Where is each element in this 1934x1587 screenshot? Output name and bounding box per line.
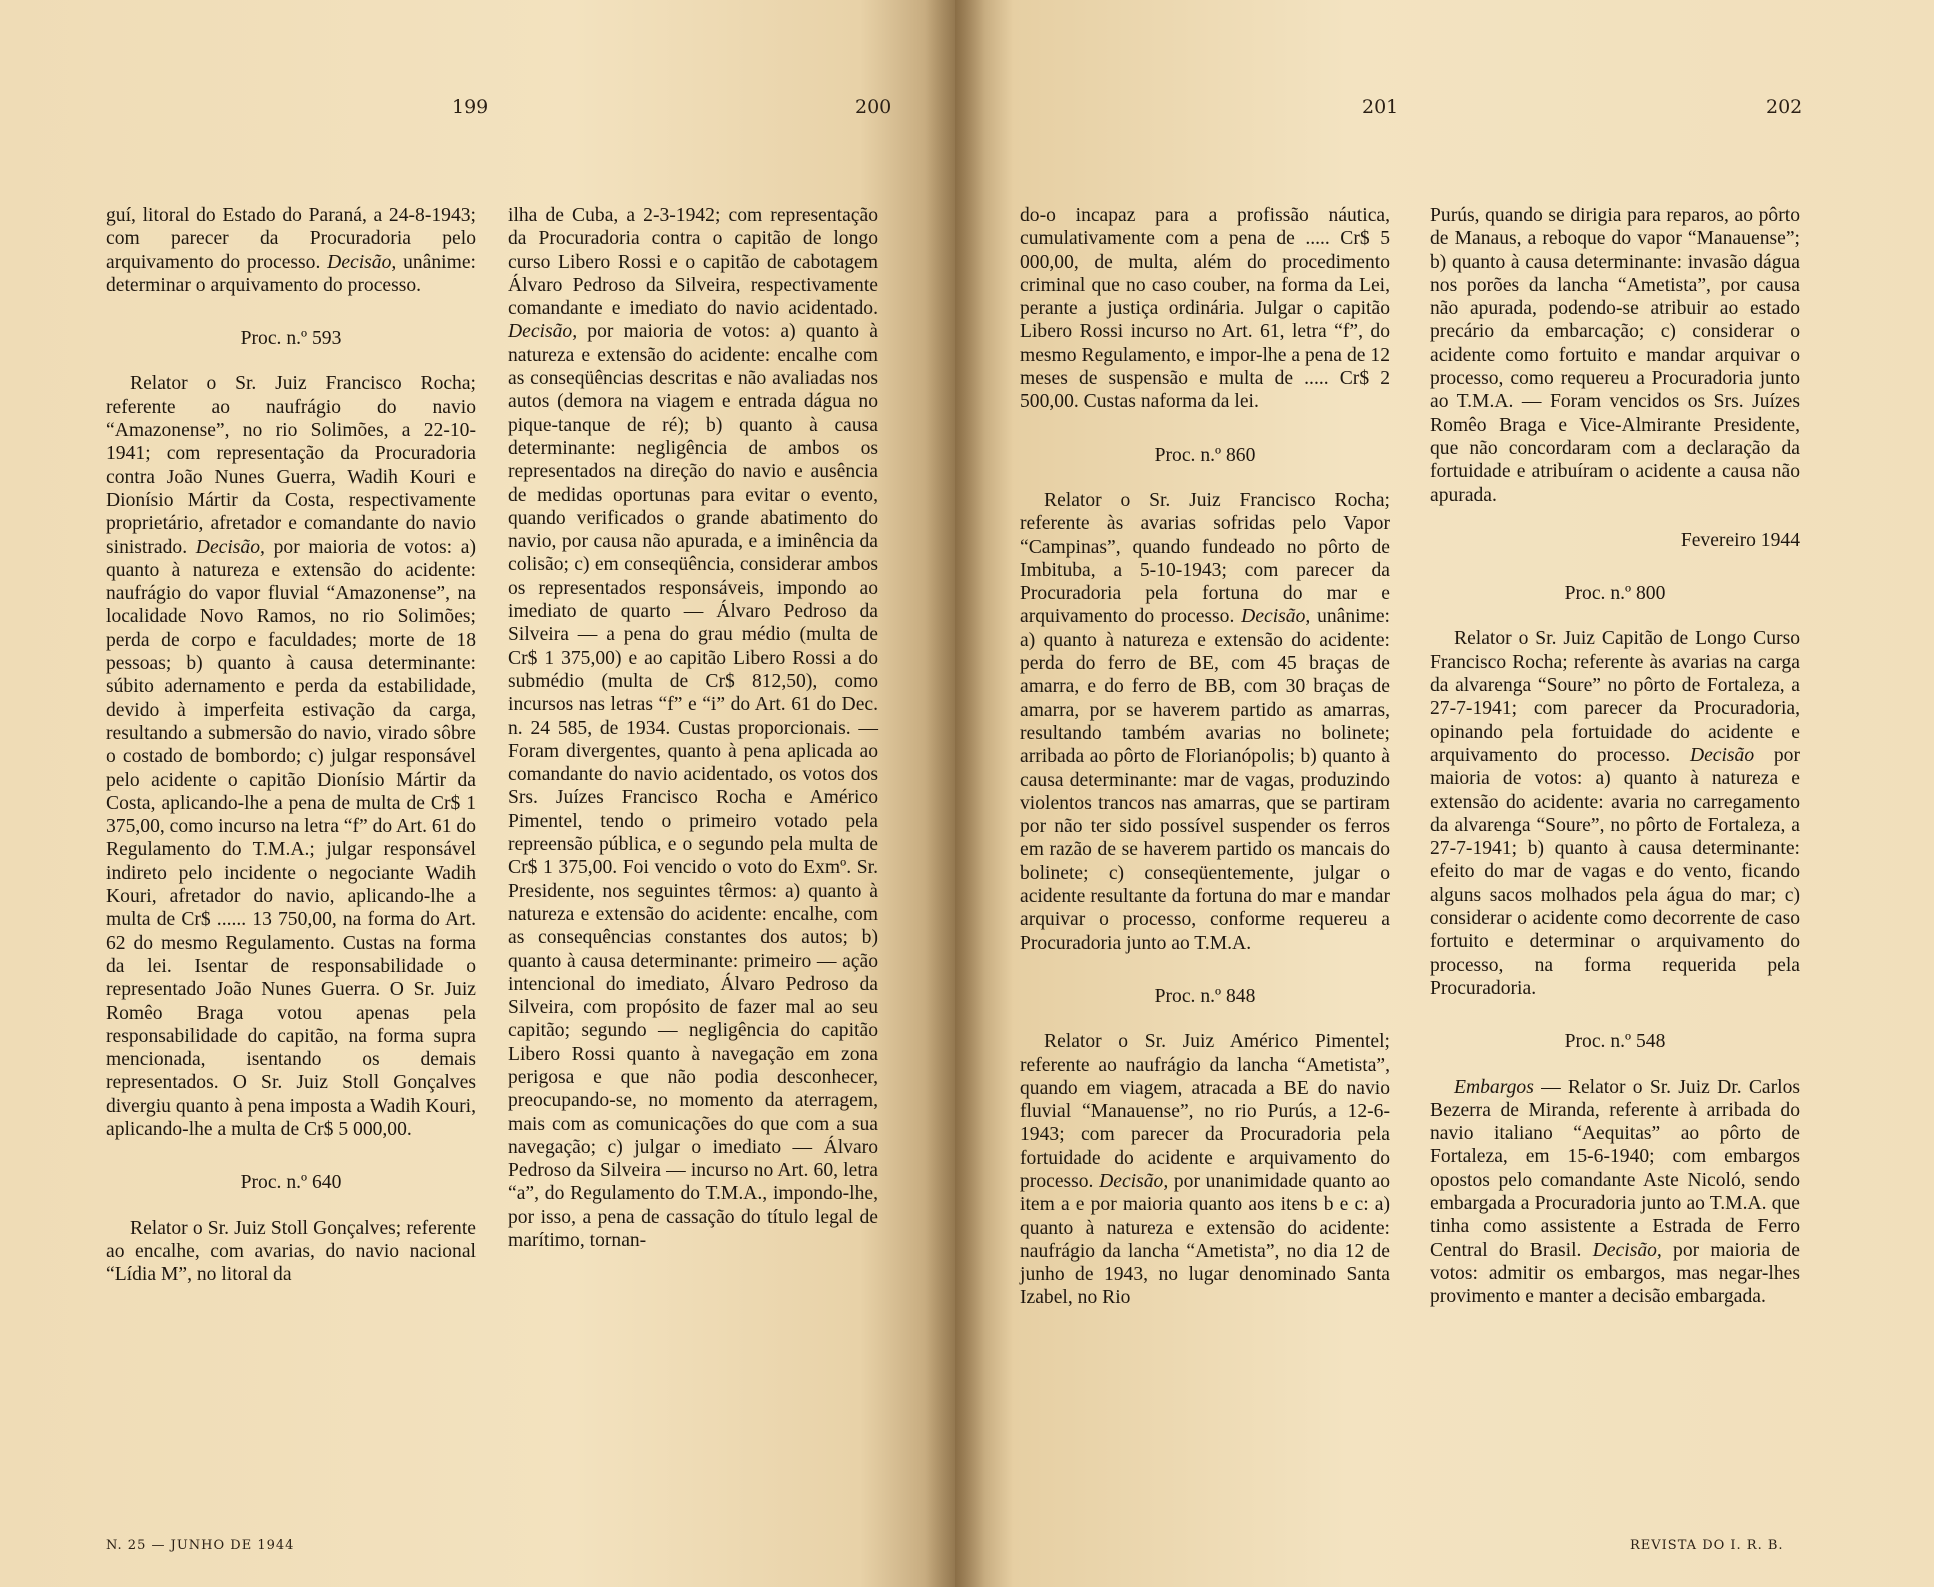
page-number-201: 201: [1362, 96, 1399, 118]
paragraph: Embargos — Relator o Sr. Juiz Dr. Carlos Bezerra de Miranda, referente à arribada do navio italiano “Aequitas” ao pôrto de Fortaleza, em 15-6-1940; com embargos opostos pelo comandante Aste Nicoló, sendo embargada a Procuradoria junto ao T.M.A. que tinha como assistente a Estrada de Ferro Central do Brasil. Decisão, por maioria de votos: admitir os embargos, mas negar-lhes provimento e manter a decisão embargada.: [1430, 1076, 1800, 1308]
section-heading: Proc. n.º 800: [1564, 583, 1666, 605]
paragraph: Relator o Sr. Juiz Francisco Rocha; referente ao naufrágio do navio “Amazonense”, no rio Solimões, a 22-10-1941; com representação da Procuradoria contra João Nunes Guerra, Wadih Kouri e Dionísio Mártir da Costa, respectivamente proprietário, afretador e comandante do navio sinistrado. Decisão, por maioria de votos: a) quanto à natureza e extensão do acidente: naufrágio do vapor fluvial “Amazonense”, na localidade Novo Ramos, no rio Solimões; perda de corpo e faculdades; morte de 18 pessoas; b) quanto à causa determinante: súbito adernamento e perda da estabilidade, devido à imperfeita estivação da carga, resultando a submersão do navio, virado sôbre o costado de bombordo; c) julgar responsável pelo acidente o capitão Dionísio Mártir da Costa, aplicando-lhe a pena de multa de Cr$ 1 375,00, como incurso na letra “f” do Art. 61 do Regulamento do T.M.A.; julgar responsável indireto pelo incidente o negociante Wadih Kouri, afretador do navio, aplicando-lhe a multa de Cr$ ...... 13 750,00, na forma do Art. 62 do mesmo Regulamento. Custas na forma da lei. Isentar de responsabilidade o representado João Nunes Guerra. O Sr. Juiz Romêo Braga votou apenas pela responsabilidade do capitão, na forma supra mencionada, isentando os demais representados. O Sr. Juiz Stoll Gonçalves divergiu quanto à pena imposta a Wadih Kouri, aplicando-lhe a multa de Cr$ 5 000,00.: [106, 373, 477, 1140]
page-number-199: 199: [452, 96, 489, 118]
date-heading: Fevereiro 1944: [1680, 529, 1800, 551]
footer-issue: N. 25 — JUNHO DE 1944: [106, 1538, 295, 1553]
paragraph: Relator o Sr. Juiz Francisco Rocha; referente às avarias sofridas pelo Vapor “Campinas”, quando fundeado no pôrto de Imbituba, a 5-10-1943; com parecer da Procuradoria pela fortuna do mar e arquivamento do processo. Decisão, unânime: a) quanto à natureza e extensão do acidente: perda do ferro de BE, com 45 braças de amarra, e do ferro de BB, com 30 braças de amarra, por se haverem partido as amarras, resultando também avarias no bolinete; arribada ao pôrto de Florianópolis; b) quanto à causa determinante: mar de vagas, produzindo violentos trancos nas amarras, que se partiram por não ter sido possível suspender os ferros em razão de se haverem partido os mancais do bolinete; c) conseqüentemente, julgar o acidente resultante da fortuna do mar e mandar arquivar o processo, conforme requereu a Procuradoria junto ao T.M.A.: [1020, 489, 1390, 954]
section-heading: Proc. n.º 848: [1154, 985, 1256, 1007]
section-heading: Proc. n.º 593: [240, 328, 342, 350]
page-number-202: 202: [1766, 96, 1803, 118]
section-heading: Proc. n.º 548: [1564, 1031, 1666, 1053]
section-heading: Proc. n.º 860: [1154, 444, 1256, 466]
paragraph: Relator o Sr. Juiz Stoll Gonçalves; referente ao encalhe, com avarias, do navio nacional “Lídia M”, no litoral da: [106, 1217, 476, 1286]
gutter-shadow: [925, 0, 985, 1587]
paragraph: Purús, quando se dirigia para reparos, ao pôrto de Manaus, a reboque do vapor “Manauense”; b) quanto à causa determinante: invasão dágua nos porões da lancha “Ametista”, por causa não apurada, podendo-se atribuir ao estado precário da embarcação; c) considerar o acidente como fortuito e mandar arquivar o processo, como requereu a Procuradoria junto ao T.M.A. — Foram vencidos os Srs. Juízes Romêo Braga e Vice-Almirante Presidente, que não concordaram com a declaração da fortuidade e atribuíram o acidente a causa não apurada.: [1430, 205, 1800, 506]
section-heading: Proc. n.º 640: [240, 1172, 342, 1194]
paragraph: Relator o Sr. Juiz Capitão de Longo Curso Francisco Rocha; referente às avarias na carga da alvarenga “Soure” no pôrto de Fortaleza, a 27-7-1941; com parecer da Procuradoria, opinando pela fortuidade do acidente e arquivamento do processo. Decisão por maioria de votos: a) quanto à natureza e extensão do acidente: avaria no carregamento da alvarenga “Soure”, no pôrto de Fortaleza, a 27-7-1941; b) quanto à causa determinante: efeito do mar de vagas e do vento, ficando alguns sacos molhados pela água do mar; c) considerar o acidente como decorrente de caso fortuito e determinar o arquivamento do processo, na forma requerida pela Procuradoria.: [1430, 628, 1800, 999]
column-page-199: [106, 204, 476, 1286]
paragraph: do-o incapaz para a profissão náutica, cumulativamente com a pena de ..... Cr$ 5 000,00, de multa, além do procedimento criminal que no caso couber, na forma da Lei, perante a justiça ordinária. Julgar o capitão Libero Rossi incurso no Art. 61, letra “f”, do mesmo Regulamento, e impor-lhe a pena de 12 meses de suspensão e multa de ..... Cr$ 2 500,00. Custas naforma da lei.: [1020, 205, 1390, 413]
column-page-201: [1020, 204, 1390, 1310]
page-number-200: 200: [855, 96, 892, 118]
footer-journal: REVISTA DO I. R. B.: [1630, 1538, 1784, 1553]
paragraph: guí, litoral do Estado do Paraná, a 24-8-1943; com parecer da Procuradoria pelo arquivamento do processo. Decisão, unânime: determinar o arquivamento do processo.: [106, 205, 476, 296]
paragraph: ilha de Cuba, a 2-3-1942; com representação da Procuradoria contra o capitão de longo curso Libero Rossi e o capitão de cabotagem Álvaro Pedroso da Silveira, respectivamente comandante e imediato do navio acidentado. Decisão, por maioria de votos: a) quanto à natureza e extensão do acidente: encalhe com as conseqüências descritas e não avaliadas nos autos (demora na viagem e entrada dágua no pique-tanque de ré); b) quanto à causa determinante: negligência de ambos os representados na direção do navio e ausência de medidas oportunas para evitar o evento, quando verificados o grande abatimento do navio, por causa não apurada, e a iminência da colisão; c) em conseqüência, considerar ambos os representados responsáveis, impondo ao imediato de quarto — Álvaro Pedroso da Silveira — a pena do grau médio (multa de Cr$ 1 375,00) e ao capitão Libero Rossi a do submédio (multa de Cr$ 812,50), como incursos nas letras “f” e “i” do Art. 61 do Dec. n. 24 585, de 1934. Custas proporcionais. — Foram divergentes, quanto à pena aplicada ao comandante do navio acidentado, os votos dos Srs. Juízes Francisco Rocha e Américo Pimentel, tendo o primeiro votado pela repreensão pública, e o segundo pela multa de Cr$ 1 375,00. Foi vencido o voto do Exmº. Sr. Presidente, nos seguintes têrmos: a) quanto à natureza e extensão do acidente: encalhe, com as consequências constantes dos autos; b) quanto à causa determinante: primeiro — ação intencional do imediato, Álvaro Pedroso da Silveira, com propósito de fazer mal ao seu capitão; segundo — negligência do capitão Libero Rossi quanto à navegação em zona perigosa e que não podia desconhecer, preocupando-se, no momento da aterragem, mais com as comunicações do que com a sua navegação; c) julgar o imediato — Álvaro Pedroso da Silveira — incurso no Art. 60, letra “a”, do Regulamento do T.M.A., impondo-lhe, por isso, a pena de cassação do título legal de marítimo, tornan-: [508, 205, 878, 1252]
column-page-202: [1430, 204, 1800, 1308]
paragraph: Relator o Sr. Juiz Américo Pimentel; referente ao naufrágio da lancha “Ametista”, quando em viagem, atracada a BE do navio fluvial “Manauense”, no rio Purús, a 12-6-1943; com parecer da Procuradoria pela fortuidade do acidente e arquivamento do processo. Decisão, por unanimidade quanto ao item a e por maioria quanto aos itens b e c: a) quanto à natureza e extensão do acidente: naufrágio da lancha “Ametista”, no dia 12 de junho de 1943, no lugar denominado Santa Izabel, no Rio: [1020, 1031, 1390, 1309]
column-page-200: [508, 204, 878, 1252]
